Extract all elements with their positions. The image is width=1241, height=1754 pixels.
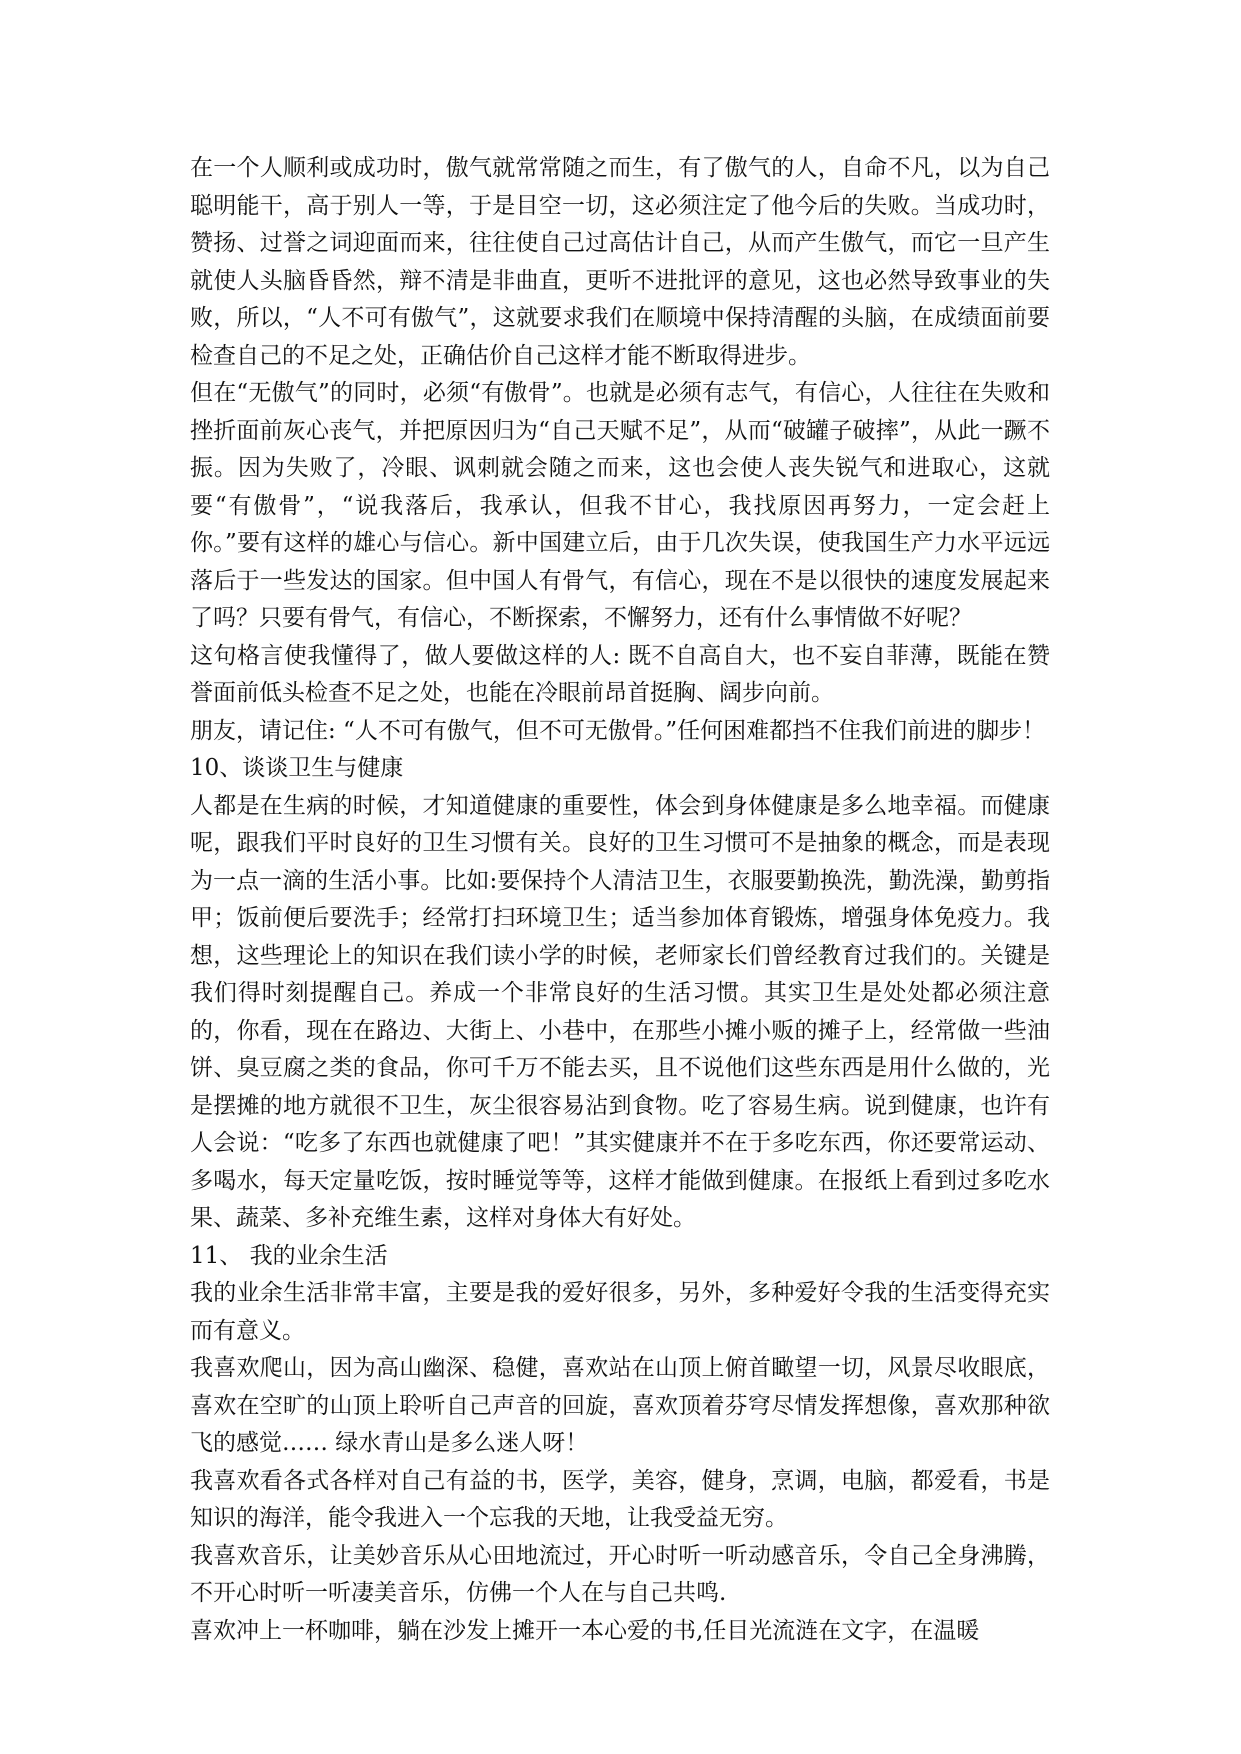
paragraph-climbing: 我喜欢爬山，因为高山幽深、稳健，喜欢站在山顶上俯首瞰望一切，风景尽收眼底，喜欢在空旷的山顶上聆听自己声音的回旋，喜欢顶着芬穹尽情发挥想像，喜欢那种欲飞的感觉…… 绿水青山是多么迷人呀！ <box>190 1355 1050 1456</box>
paragraph-reading: 我喜欢看各式各样对自己有益的书，医学，美容，健身，烹调，电脑，都爱看，书是知识的海洋，能令我进入一个忘我的天地，让我受益无穷。 <box>190 1467 1050 1531</box>
paragraph-conclusion: 朋友，请记住: “人不可有傲气，但不可无傲骨。”任何困难都挡不住我们前进的脚步！ <box>190 717 1046 744</box>
paragraph-coffee: 喜欢冲上一杯咖啡，躺在沙发上摊开一本心爱的书,任目光流涟在文字，在温暖 <box>190 1617 980 1644</box>
heading-hygiene-health: 10、谈谈卫生与健康 <box>190 755 404 781</box>
paragraph-lesson: 这句格言使我懂得了，做人要做这样的人: 既不自高自大，也不妄自菲薄，既能在赞誉面前低头检查不足之处，也能在冷眼前昂首挺胸、阔步向前。 <box>190 642 1050 706</box>
paragraph-music: 我喜欢音乐，让美妙音乐从心田地流过，开心时听一听动感音乐，令自己全身沸腾，不开心时听一听凄美音乐，仿佛一个人在与自己共鸣. <box>190 1542 1050 1606</box>
heading-spare-time: 11、 我的业余生活 <box>190 1242 388 1269</box>
paragraph-hobbies-intro: 我的业余生活非常丰富，主要是我的爱好很多，另外，多种爱好令我的生活变得充实而有意义。 <box>190 1280 1050 1344</box>
paragraph-backbone: 但在“无傲气”的同时，必须“有傲骨”。也就是必须有志气，有信心，人往往在失败和挫折面前灰心丧气，并把原因归为“自己天赋不足”，从而“破罐子破摔”，从此一蹶不振。因为失败了，冷眼、讽刺就会随之而来，这也会使人丧失锐气和进取心，这就要“有傲骨”，“说我落后，我承认，但我不甘心，我找原因再努力，一定会赶上你。”要有这样的雄心与信心。新中国建立后，由于几次失误，使我国生产力水平远远落后于一些发达的国家。但中国人有骨气，有信心，现在不是以很快的速度发展起来了吗？只要有骨气，有信心，不断探索，不懈努力，还有什么事情做不好呢？ <box>190 380 1050 631</box>
paragraph-arrogance: 在一个人顺利或成功时，傲气就常常随之而生，有了傲气的人，自命不凡，以为自己聪明能干，高于别人一等，于是目空一切，这必须注定了他今后的失败。当成功时，赞扬、过誉之词迎面而来，往往使自己过高估计自己，从而产生傲气，而它一旦产生就使人头脑昏昏然，辩不清是非曲直，更听不进批评的意见，这也必然导致事业的失败，所以，“人不可有傲气”，这就要求我们在顺境中保持清醒的头脑，在成绩面前要检查自己的不足之处，正确估价自己这样才能不断取得进步。 <box>190 155 1050 369</box>
document-page <box>190 150 1050 1650</box>
paragraph-hygiene: 人都是在生病的时候，才知道健康的重要性，体会到身体健康是多么地幸福。而健康呢，跟我们平时良好的卫生习惯有关。良好的卫生习惯可不是抽象的概念，而是表现为一点一滴的生活小事。比如:要保持个人清洁卫生，衣服要勤换洗，勤洗澡，勤剪指甲；饭前便后要洗手；经常打扫环境卫生；适当参加体育锻炼，增强身体免疫力。我想，这些理论上的知识在我们读小学的时候，老师家长们曾经教育过我们的。关键是我们得时刻提醒自己。养成一个非常良好的生活习惯。其实卫生是处处都必须注意的，你看，现在在路边、大街上、小巷中，在那些小摊小贩的摊子上，经常做一些油饼、臭豆腐之类的食品，你可千万不能去买，且不说他们这些东西是用什么做的，光是摆摊的地方就很不卫生，灰尘很容易沾到食物。吃了容易生病。说到健康，也许有人会说：“吃多了东西也就健康了吧！”其实健康并不在于多吃东西，你还要常运动、多喝水，每天定量吃饭，按时睡觉等等，这样才能做到健康。在报纸上看到过多吃水果、蔬菜、多补充维生素，这样对身体大有好处。 <box>190 792 1050 1231</box>
